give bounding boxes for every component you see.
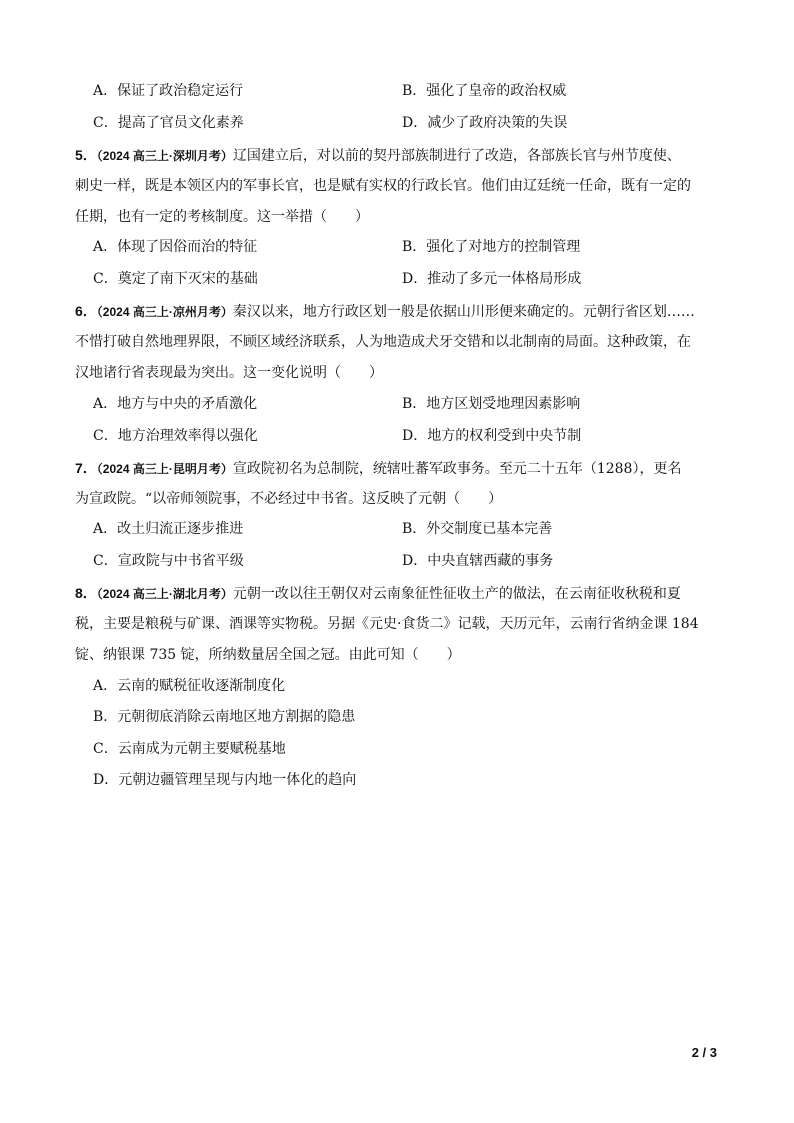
q4-option-b: B．强化了皇帝的政治权威 — [402, 83, 567, 99]
page-number: 2 / 3 — [691, 1045, 717, 1060]
q7-number: 7． — [75, 460, 97, 476]
q5-line-3: 任期，也有一定的考核制度。这一举措（ ） — [75, 209, 369, 225]
q6-option-d: D．地方的权利受到中央节制 — [402, 428, 582, 444]
q7-option-d: D．中央直辖西藏的事务 — [402, 553, 554, 569]
q6-option-row-1 — [93, 393, 733, 415]
q6-option-row-2 — [93, 425, 733, 447]
q8-stem — [75, 578, 723, 671]
q5-option-row-1 — [93, 236, 733, 258]
q4-option-row-2 — [93, 112, 733, 134]
q4-option-a: A．保证了政治稳定运行 — [93, 83, 244, 99]
q5-line-2: 刺史一样，既是本领区内的军事长官，也是赋有实权的行政长官。他们由辽廷统一任命，既有一定的 — [75, 178, 691, 194]
q7-option-row-2 — [93, 550, 733, 572]
q8-option-b: B．元朝彻底消除云南地区地方割据的隐患 — [93, 709, 356, 725]
q6-option-a: A．地方与中央的矛盾激化 — [93, 396, 258, 412]
q8-option-d: D．元朝边疆管理呈现与内地一体化的趋向 — [93, 772, 357, 788]
q6-option-c: C．地方治理效率得以强化 — [93, 428, 258, 444]
q7-option-b: B．外交制度已基本完善 — [402, 521, 553, 537]
q4-option-d: D．减少了政府决策的失误 — [402, 115, 568, 131]
q6-line-1: 6．（2024 高三上·凉州月考）秦汉以来，地方行政区划一般是依据山川形便来确定的。元朝行省区划…… — [75, 303, 695, 320]
q7-line-1: 7．（2024 高三上·昆明月考）宣政院初名为总制院，统辖吐蕃军政事务。至元二十五年（1288），更名 — [75, 460, 682, 477]
q7-option-row-1 — [93, 518, 733, 540]
q5-stem — [75, 140, 723, 233]
q6-option-b: B．地方区划受地理因素影响 — [402, 396, 581, 412]
q6-stem — [75, 296, 723, 389]
q5-line-1: 5．（2024 高三上·深圳月考）辽国建立后，对以前的契丹部族制进行了改造，各部族长官与州节度使、 — [75, 147, 681, 164]
q8-line-3: 锭、纳银课 735 锭，所纳数量居全国之冠。由此可知（ ） — [75, 647, 461, 663]
q7-option-c: C．宣政院与中书省平级 — [93, 553, 244, 569]
q7-option-a: A．改土归流正逐步推进 — [93, 521, 244, 537]
q4-option-c: C．提高了官员文化素养 — [93, 115, 244, 131]
q8-option-c: C．云南成为元朝主要赋税基地 — [93, 741, 286, 757]
q5-option-row-2 — [93, 268, 733, 290]
q8-line-1: 8．（2024 高三上·湖北月考）元朝一改以往王朝仅对云南象征性征收土产的做法，在云南征收秋税和夏 — [75, 585, 681, 602]
q6-line-2: 不惜打破自然地理界限，不顾区域经济联系，人为地造成犬牙交错和以北制南的局面。这种政策，在 — [75, 334, 691, 350]
q6-number: 6． — [75, 303, 97, 319]
q7-source: （2024 高三上·昆明月考） — [96, 462, 233, 476]
q8-source: （2024 高三上·湖北月考） — [96, 587, 233, 601]
q8-option-a: A．云南的赋税征收逐渐制度化 — [93, 678, 286, 694]
q8-number: 8． — [75, 585, 97, 601]
q5-source: （2024 高三上·深圳月考） — [96, 149, 233, 163]
q6-line-3: 汉地诸行省表现最为突出。这一变化说明（ ） — [75, 365, 383, 381]
q5-option-d: D．推动了多元一体格局形成 — [402, 271, 582, 287]
q5-option-c: C．奠定了南下灭宋的基础 — [93, 271, 258, 287]
q4-option-row-1 — [93, 80, 733, 102]
q5-option-b: B．强化了对地方的控制管理 — [402, 239, 581, 255]
q7-stem — [75, 453, 723, 515]
q7-line-2: 为宣政院。“以帝师领院事，不必经过中书省。这反映了元朝（ ） — [75, 491, 503, 507]
q5-number: 5． — [75, 147, 97, 163]
q6-source: （2024 高三上·凉州月考） — [96, 305, 233, 319]
q5-option-a: A．体现了因俗而治的特征 — [93, 239, 258, 255]
q8-line-2: 税，主要是粮税与矿课、酒课等实物税。另据《元史·食货二》记载，天历元年，云南行省纳金课 184 — [75, 616, 699, 632]
